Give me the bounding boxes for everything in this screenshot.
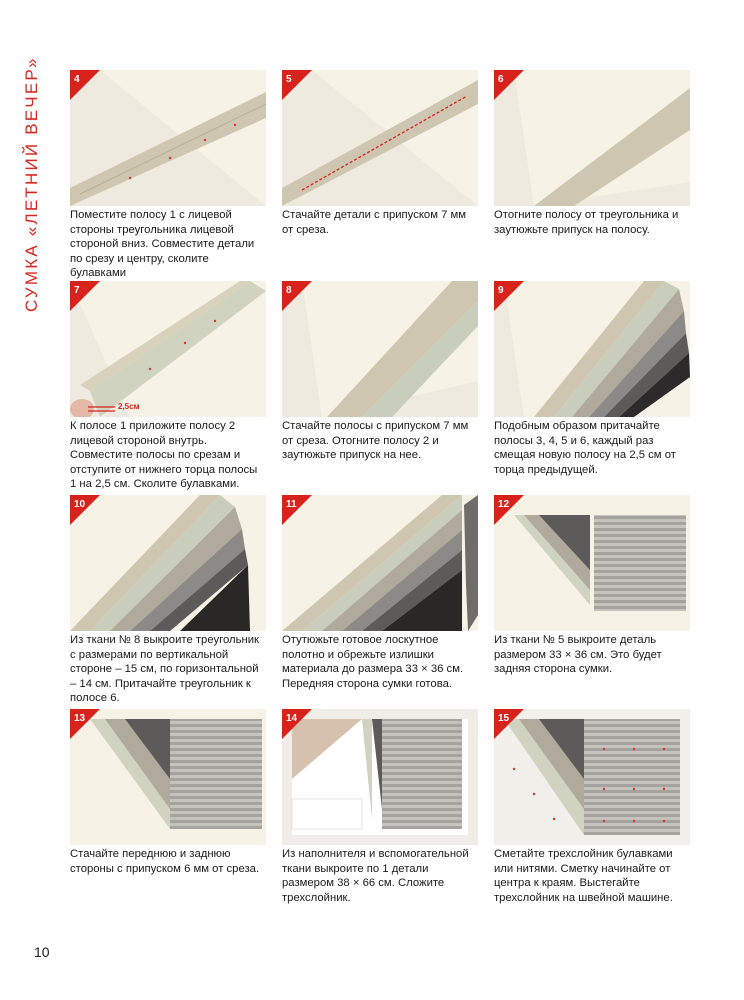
step-photo xyxy=(494,495,690,631)
step-number: 13 xyxy=(74,713,86,724)
step-number: 11 xyxy=(286,499,297,510)
step-number: 14 xyxy=(286,713,298,724)
step-number: 12 xyxy=(498,499,510,510)
step-caption: Сметайте трехслойник булавками или нитями. Сметку начинайте от центра к краям. Выстегайте трехслойник на швейной машине. xyxy=(494,848,673,904)
step-caption: Стачайте переднюю и заднюю стороны с припуском 6 мм от среза. xyxy=(70,848,260,875)
step-photo xyxy=(494,70,690,206)
step-number: 9 xyxy=(498,285,504,296)
step-photo xyxy=(70,281,266,417)
step-number: 5 xyxy=(286,74,292,85)
measure-label: 2,5см xyxy=(118,402,140,411)
step-caption: Отогните полосу от треугольника и заутюжьте припуск на полосу. xyxy=(494,209,679,236)
step-photo xyxy=(282,495,478,631)
step-photo xyxy=(70,709,266,845)
step-caption: Стачайте детали с припуском 7 мм от среза. xyxy=(282,209,467,236)
step-number: 15 xyxy=(498,713,510,724)
step-photo xyxy=(282,70,478,206)
side-title xyxy=(22,56,48,312)
step-caption: К полосе 1 приложите полосу 2 лицевой стороной внутрь. Совместите полосы по срезам и отступите от нижнего торца полосы 1 на 2,5 см. Сколите булавками. xyxy=(70,420,258,491)
step-number: 7 xyxy=(74,285,80,296)
step-photo xyxy=(70,70,266,206)
step-caption: Отутюжьте готовое лоскутное полотно и обрежьте излишки материала до размера 33 × 36 см. Передняя сторона сумки готова. xyxy=(282,634,464,690)
step-caption: Из ткани № 8 выкроите треугольник с размерами по вертикальной стороне – 15 см, по горизонтальной – 14 см. Притачайте треугольник к полосе 6. xyxy=(70,634,259,705)
step-number: 8 xyxy=(286,285,292,296)
page-number: 10 xyxy=(34,944,50,960)
step-caption: Из наполнителя и вспомогательной ткани выкроите по 1 детали размером 38 × 66 см. Сложите трехслойник. xyxy=(282,848,469,904)
step-photo xyxy=(494,281,690,417)
step-photo xyxy=(494,709,690,845)
step-number: 4 xyxy=(74,74,80,85)
step-caption: Подобным образом притачайте полосы 3, 4, 5 и 6, каждый раз смещая новую полосу на 2,5 см от торца предыдущей. xyxy=(494,420,676,476)
step-number: 10 xyxy=(74,499,86,510)
step-caption: Стачайте полосы с припуском 7 мм от среза. Отогните полосу 2 и заутюжьте припуск на нее. xyxy=(282,420,469,462)
step-caption: Поместите полосу 1 с лицевой стороны треугольника лицевой стороной вниз. Совместите детали по срезу и центру, сколите булавками xyxy=(70,209,255,280)
step-photo xyxy=(70,495,266,631)
step-number: 6 xyxy=(498,74,504,85)
step-caption: Из ткани № 5 выкроите деталь размером 33 × 36 см. Это будет задняя сторона сумки. xyxy=(494,634,662,676)
step-photo xyxy=(282,709,478,845)
side-title-text: СУМКА «ЛЕТНИЙ ВЕЧЕР» xyxy=(22,56,41,312)
step-photo xyxy=(282,281,478,417)
